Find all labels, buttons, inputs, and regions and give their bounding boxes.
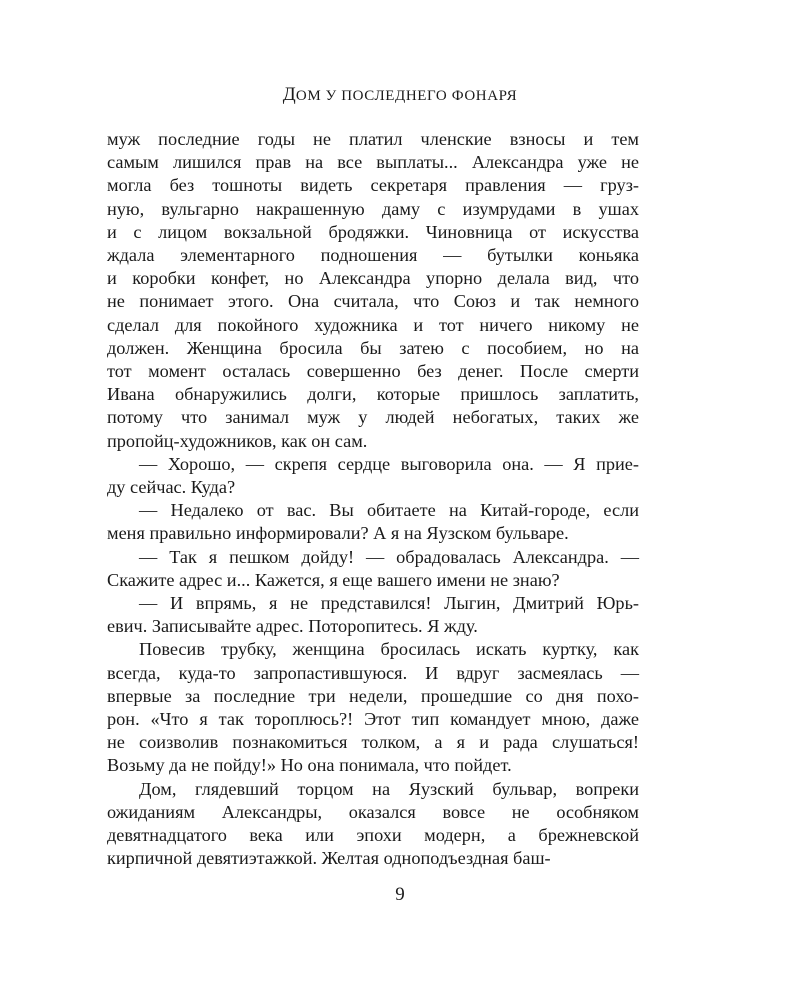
text-line: могла без тошноты видеть секретаря правления — груз-: [107, 175, 639, 196]
text-line: сделал для покойного художника и тот ничего никому не: [107, 314, 639, 335]
paragraph: [107, 638, 639, 777]
text-line: самым лишился прав на все выплаты... Александра уже не: [107, 152, 639, 173]
text-line: Скажите адрес и... Кажется, я еще вашего имени не знаю?: [107, 569, 560, 590]
text-line: всегда, куда-то запропастившуюся. И вдруг засмеялась —: [107, 662, 639, 683]
text-line: не соизволив познакомиться толком, а я и рада слушаться!: [107, 732, 639, 753]
text-line: — Недалеко от вас. Вы обитаете на Китай-городе, если: [139, 500, 639, 521]
text-line: Возьму да не пойду!» Но она понимала, что пойдет.: [107, 755, 512, 776]
paragraph: [107, 592, 639, 638]
text-line: меня правильно информировали? А я на Яузском бульваре.: [107, 523, 569, 544]
text-line: Дом, глядевший торцом на Яузский бульвар, вопреки: [139, 778, 639, 799]
page-number: 9: [395, 884, 405, 905]
paragraph: [107, 546, 639, 592]
paragraph: [107, 499, 639, 545]
paragraph: [107, 453, 639, 499]
text-line: тот момент осталась совершенно без денег. После смерти: [107, 361, 639, 382]
text-line: не понимает этого. Она считала, что Союз и так немного: [107, 291, 639, 312]
paragraph: [107, 128, 639, 453]
running-header-initial: Д: [282, 84, 296, 105]
text-line: — И впрямь, я не представился! Лыгин, Дмитрий Юрь-: [139, 593, 639, 614]
paragraph: [107, 778, 639, 871]
text-line: потому что занимал муж у людей небогатых, таких же: [107, 407, 639, 428]
text-line: ную, вульгарно накрашенную даму с изумрудами в ушах: [107, 198, 639, 219]
text-line: евич. Записывайте адрес. Поторопитесь. Я жду.: [107, 616, 478, 637]
text-line: Ивана обнаружились долги, которые пришлось заплатить,: [107, 384, 639, 405]
text-line: ждала элементарного подношения — бутылки коньяка: [107, 245, 639, 266]
text-line: — Хорошо, — скрепя сердце выговорила она. — Я прие-: [139, 453, 639, 474]
text-line: ожиданиям Александры, оказался вовсе не особняком: [107, 801, 639, 822]
text-line: и коробки конфет, но Александра упорно делала вид, что: [107, 268, 639, 289]
text-line: ду сейчас. Куда?: [107, 477, 236, 498]
text-line: впервые за последние три недели, прошедшие со дня похо-: [107, 685, 639, 706]
body-text: [107, 128, 639, 871]
text-line: пропойц-художников, как он сам.: [107, 430, 368, 451]
text-line: — Так я пешком дойду! — обрадовалась Александра. —: [139, 546, 639, 567]
text-line: рон. «Что я так тороплюсь?! Этот тип командует мною, даже: [107, 709, 639, 730]
running-header: [0, 84, 800, 106]
text-line: Повесив трубку, женщина бросилась искать куртку, как: [139, 639, 639, 660]
text-line: муж последние годы не платил членские взносы и тем: [107, 129, 639, 149]
text-line: кирпичной девятиэтажкой. Желтая одноподъездная баш-: [107, 848, 551, 869]
text-line: девятнадцатого века или эпохи модерн, а брежневской: [107, 825, 639, 846]
running-header-title: ОМ У ПОСЛЕДНЕГО ФОНАРЯ: [295, 88, 518, 104]
text-line: и с лицом вокзальной бродяжки. Чиновница от искусства: [107, 221, 639, 242]
text-line: должен. Женщина бросила бы затею с пособием, но на: [107, 337, 639, 358]
